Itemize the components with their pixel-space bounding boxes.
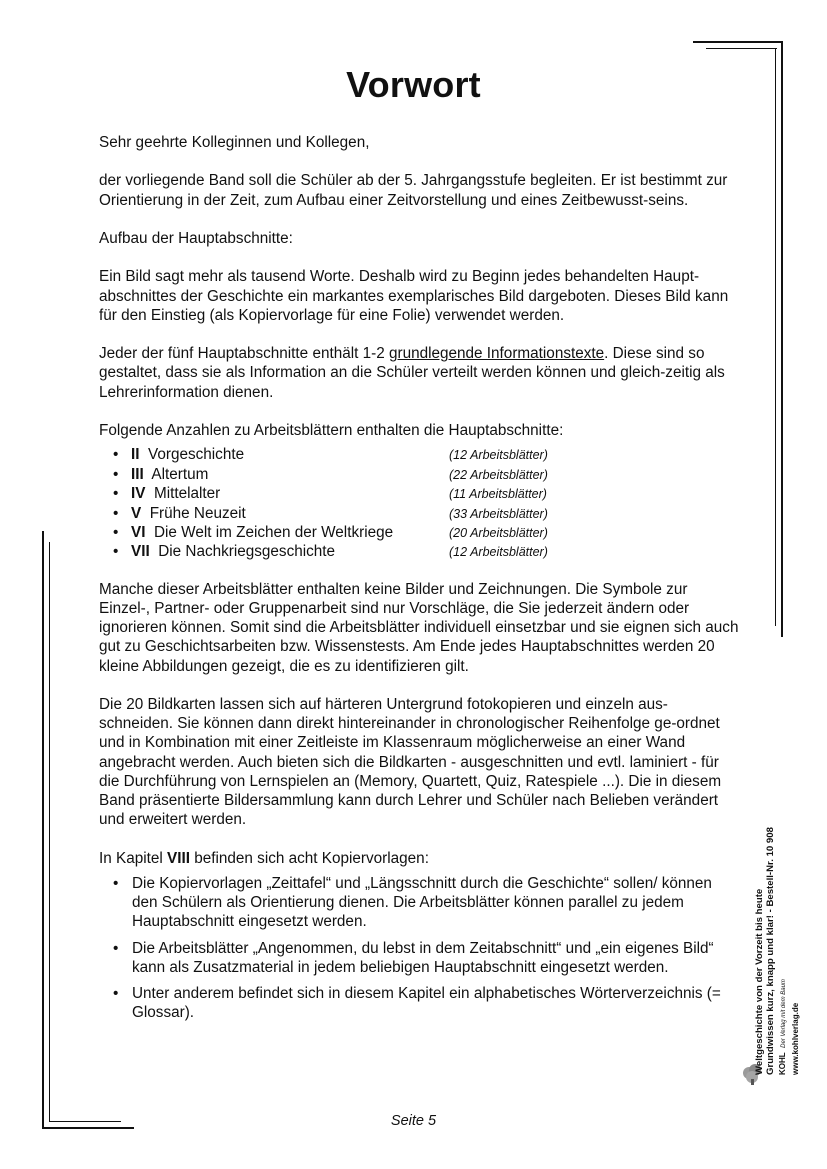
chapter-count: (22 Arbeitsblätter) (449, 467, 548, 482)
chapter8-heading (99, 849, 739, 868)
frame-left-inner (49, 542, 50, 1122)
chapter-name: Mittelalter (153, 485, 221, 503)
chapter-number: VI (131, 523, 146, 541)
list-item (113, 874, 739, 932)
logo-text: KOHL (778, 1052, 787, 1075)
chapter-count: (12 Arbeitsblätter) (449, 448, 548, 463)
list-item-text: Die Kopiervorlagen „Zeittafel“ und „Längsschnitt durch die Geschichte“ sollen/ können den Schülern als Orientierung dienen. Die Arbeitsblätter können parallel zu jedem Hauptabschnitt eingesetzt werden. (132, 874, 712, 931)
info-text-before: Jeder der fünf Hauptabschnitte enthält 1-2 (99, 345, 389, 363)
bullet: • (113, 874, 119, 892)
frame-left-outer (42, 531, 44, 1129)
list-item (113, 523, 739, 542)
frame-top-right-inner (706, 48, 777, 49)
list-item (113, 465, 739, 484)
chapter-count: (20 Arbeitsblätter) (449, 525, 548, 540)
worksheets-paragraph: Manche dieser Arbeitsblätter enthalten keine Bilder und Zeichnungen. Die Symbole zur Einzel-, Partner- oder Gruppenarbeit sind nur Vorschläge, die Sie jederzeit ändern oder ignorieren können. Somit sind die Arbeitsblätter individuell einsetzbar und sie eignen sich auch gut zu Geschichtsarbeiten bzw. Wissenstests. Am Ende jedes Hauptabschnittes werden 20 kleine Abbildungen gezeigt, die es zu identifizieren gilt. (99, 580, 739, 675)
frame-right-outer (781, 41, 783, 637)
main-content (99, 133, 739, 1029)
chapter-count: (33 Arbeitsblätter) (449, 506, 548, 521)
sidebar-info (754, 735, 801, 1075)
chapter-list (113, 445, 739, 561)
chapter-number: III (131, 465, 144, 483)
info-underlined: grundlegende Informationstexte (388, 345, 605, 363)
chapter-number: V (131, 504, 142, 522)
list-item-text: Die Arbeitsblätter „Angenommen, du lebst in dem Zeitabschnitt“ und „ein eigenes Bild“ kann als Zusatzmaterial in jedem beliebigen Hauptabschnitt eingesetzt werden. (132, 939, 714, 976)
bullet: • (113, 984, 119, 1002)
chapter-name: Vorgeschichte (148, 446, 245, 464)
chapter-name: Altertum (151, 465, 209, 483)
website: www.kohlverlag.de (791, 1002, 800, 1075)
bullet: • (113, 446, 119, 464)
chapter8-list (113, 874, 739, 1022)
chapter8-before: In Kapitel (99, 849, 168, 867)
chapter8-number: VIII (167, 849, 190, 867)
list-item (113, 484, 739, 503)
info-paragraph (99, 344, 739, 402)
chapter-count: (11 Arbeitsblätter) (449, 487, 547, 502)
bullet: • (113, 465, 119, 483)
page-number: Seite 5 (390, 1113, 437, 1129)
bullet: • (113, 485, 119, 503)
logo-tagline: Der Verlag mit dem Baum (781, 979, 787, 1048)
list-item-text: Unter anderem befindet sich in diesem Kapitel ein alphabetisches Wörterverzeichnis (= Glossar). (132, 984, 721, 1022)
chapter-name: Frühe Neuzeit (149, 504, 246, 522)
list-item (113, 445, 739, 464)
counts-heading: Folgende Anzahlen zu Arbeitsblättern enthalten die Hauptabschnitte: (99, 421, 564, 439)
cards-paragraph: Die 20 Bildkarten lassen sich auf härteren Untergrund fotokopieren und einzeln aus-schneiden. Sie können dann direkt hintereinander in chronologischer Reihenfolge ge-ordnet und in Kombination mit einer Zeitleiste im Klassenraum möglicherweise an einer Wand angebracht werden. Auch bieten sich die Bildkarten - ausgeschnitten und evtl. laminiert - für die Durchführung von Lernspielen an (Memory, Quartett, Quiz, Ratespiele ...). Die in diesem Band präsentierte Bildersammlung kann durch Lehrer und Schüler nach Belieben verändert und erweitert werden. (99, 695, 722, 829)
info-text-after: . Diese sind so gestaltet, dass sie als Information an die Schüler verteilt werden können und gleich-zeitig als Lehrerinformation dienen. (99, 345, 725, 401)
image-paragraph: Ein Bild sagt mehr als tausend Worte. Deshalb wird zu Beginn jedes behandelten Haupt-abschnittes der Geschichte ein markantes exemplarisches Bild dargeboten. Dieses Bild kann für den Einstieg (als Kopiervorlage für eine Folie) verwendet werden. (99, 268, 729, 324)
list-item (113, 504, 739, 523)
chapter-number: VII (131, 543, 150, 561)
sidebar-book-title: Grundwissen kurz, knapp und klar! - Bestell-Nr. 10 908 (765, 827, 776, 1075)
list-item (113, 939, 739, 977)
chapter-name: Die Welt im Zeichen der Weltkriege (153, 523, 394, 541)
chapter-number: IV (131, 485, 146, 503)
list-item (113, 984, 739, 1022)
chapter-count: (12 Arbeitsblätter) (449, 545, 548, 560)
frame-right-inner (775, 48, 776, 626)
list-item (113, 542, 739, 561)
bullet: • (113, 523, 119, 541)
bullet: • (113, 543, 119, 561)
chapter-name: Die Nachkriegsgeschichte (158, 543, 336, 561)
page-title: Vorwort (346, 64, 481, 106)
bullet: • (113, 504, 119, 522)
chapter-number: II (131, 446, 140, 464)
bullet: • (113, 939, 119, 957)
sidebar-series-title: Weltgeschichte von der Vorzeit bis heute (754, 888, 765, 1075)
intro-paragraph: der vorliegende Band soll die Schüler ab der 5. Jahrgangsstufe begleiten. Er ist bestimmt zur Orientierung in der Zeit, zum Aufbau einer Zeitvorstellung und eines Zeitbewusst-seins. (99, 172, 728, 209)
chapter8-after: befinden sich acht Kopiervorlagen: (189, 849, 429, 867)
frame-top-right-outer (693, 41, 783, 43)
greeting: Sehr geehrte Kolleginnen und Kollegen, (99, 134, 370, 151)
structure-heading: Aufbau der Hauptabschnitte: (99, 229, 293, 247)
